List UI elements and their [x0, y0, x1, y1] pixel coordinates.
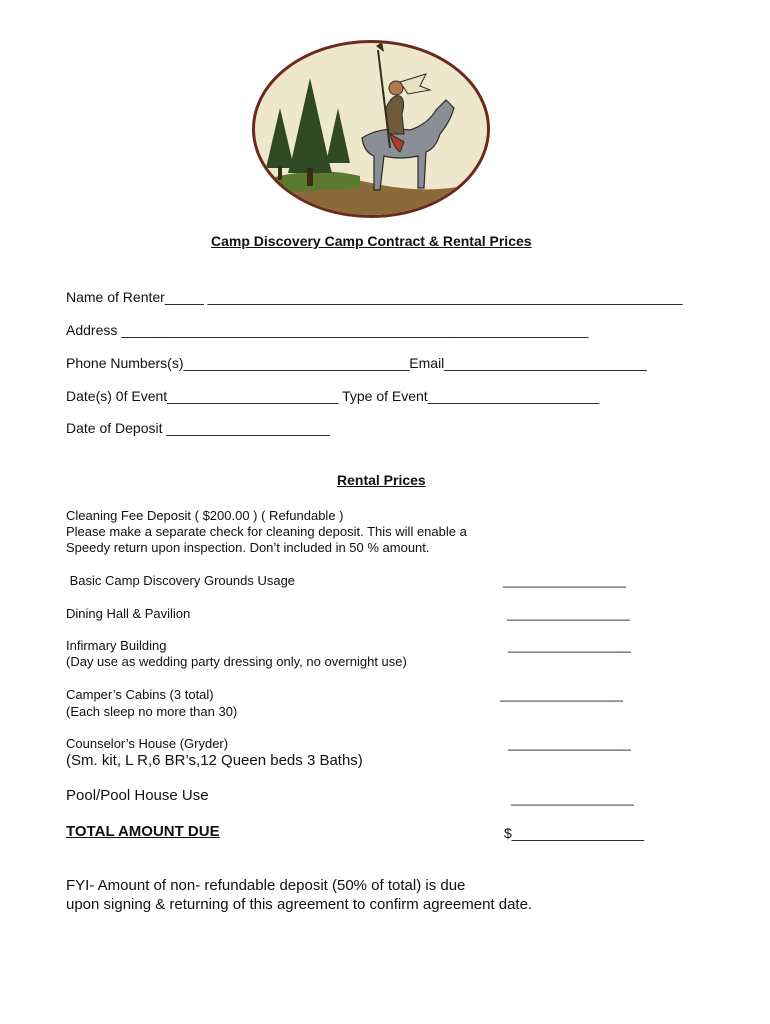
event-date-type-field[interactable]: Date(s) 0f Event______________________ Type of Event______________________ — [66, 388, 599, 404]
cabins-blank[interactable]: _________________ — [500, 687, 623, 702]
counselor-house-label: Counselor’s House (Gryder) — [66, 736, 229, 751]
grounds-usage-label: Basic Camp Discovery Grounds Usage — [66, 573, 296, 588]
cleaning-note-line: Please make a separate check for cleaning deposit. This will enable a — [66, 524, 467, 539]
cleaning-fee-line: Cleaning Fee Deposit ( $200.00 ) ( Refundable ) — [66, 508, 344, 523]
cleaning-note-line: Speedy return upon inspection. Don’t included in 50 % amount. — [66, 540, 430, 555]
address-field[interactable]: Address ____________________________________________________________ — [66, 322, 589, 338]
cabins-label: Camper’s Cabins (3 total) — [66, 687, 214, 702]
counselor-house-blank[interactable]: _________________ — [508, 736, 631, 751]
cabins-note: (Each sleep no more than 30) — [66, 704, 238, 719]
pool-blank[interactable]: _________________ — [511, 791, 634, 806]
infirmary-blank[interactable]: _________________ — [508, 638, 631, 653]
total-amount-label: TOTAL AMOUNT DUE — [66, 823, 220, 840]
dining-hall-blank[interactable]: _________________ — [507, 606, 630, 621]
grounds-usage-blank[interactable]: _________________ — [503, 573, 626, 588]
infirmary-note: (Day use as wedding party dressing only, no overnight use) — [66, 654, 407, 669]
deposit-date-field[interactable]: Date of Deposit _____________________ — [66, 420, 330, 436]
camp-logo-image — [250, 38, 492, 220]
deposit-note-line: upon signing & returning of this agreement to confirm agreement date. — [66, 896, 533, 913]
infirmary-label: Infirmary Building — [66, 638, 167, 653]
counselor-house-note: (Sm. kit, L R,6 BR’s,12 Queen beds 3 Baths) — [66, 752, 363, 769]
total-amount-blank[interactable]: $_________________ — [504, 825, 645, 841]
renter-name-field[interactable]: Name of Renter_____ _____________________________________________________________ — [66, 289, 683, 305]
pool-label: Pool/Pool House Use — [66, 787, 209, 804]
page-title: Camp Discovery Camp Contract & Rental Prices — [211, 233, 532, 249]
deposit-note-line: FYI- Amount of non- refundable deposit (50% of total) is due — [66, 877, 466, 894]
phone-email-field[interactable]: Phone Numbers(s)_____________________________Email__________________________ — [66, 355, 647, 371]
dining-hall-label: Dining Hall & Pavilion — [66, 606, 191, 621]
rental-prices-heading: Rental Prices — [337, 472, 426, 488]
